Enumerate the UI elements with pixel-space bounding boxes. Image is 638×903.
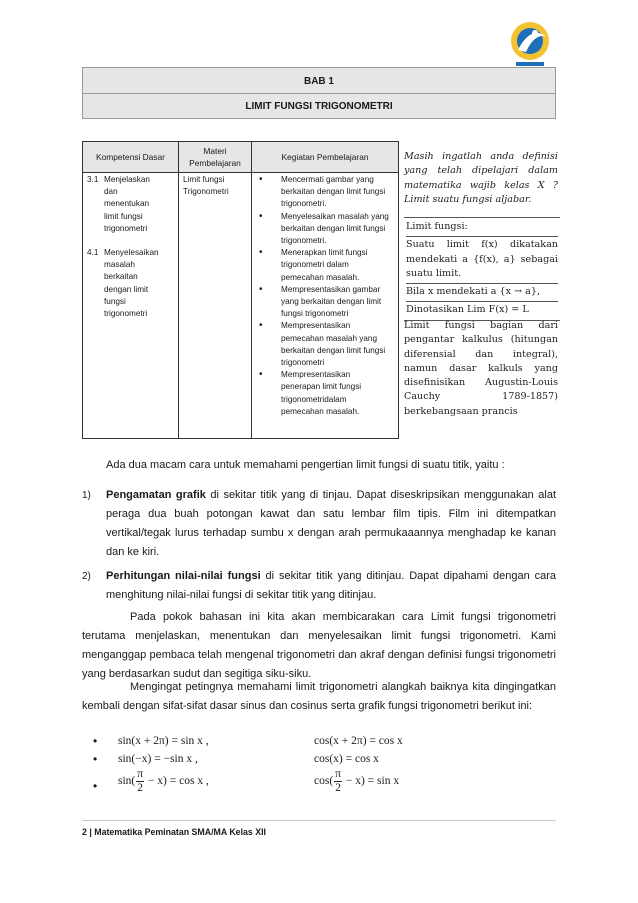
column-divider xyxy=(178,142,179,438)
sidebar-history: Limit fungsi bagian dari pengantar kalkulus (hitungan diferensial dan integral), namun dasar kalkuls yang disefinisikan Augustin-Louis Cauchy 1789-1857) berkebangsaan prancis xyxy=(404,320,558,417)
intro-paragraph: Ada dua macam cara untuk memahami pengertian limit fungsi di suatu titik, yaitu : xyxy=(106,459,505,471)
fraction-numerator: π xyxy=(335,768,341,780)
fraction-denominator: 2 xyxy=(137,782,144,794)
box-line: Suatu limit f(x) dikatakan mendekati a {f(x), a} sebagai suatu limit. xyxy=(406,236,558,281)
kd-number: 3.1 xyxy=(87,175,99,184)
fraction-numerator: π xyxy=(137,768,144,780)
competency-table xyxy=(82,141,399,439)
formula-bullet: • xyxy=(93,752,98,766)
formula-cos-complement xyxy=(314,768,399,795)
kd-number: 4.1 xyxy=(87,248,99,258)
chapter-label: BAB 1 xyxy=(82,67,556,94)
formula-sin-complement xyxy=(118,768,209,795)
kd-item xyxy=(87,247,159,320)
kegiatan-item: • Menyelesaikan masalah yang berkaitan dengan limit fungsi trigonometri. xyxy=(257,211,391,248)
fraction xyxy=(334,768,342,795)
kd-cell xyxy=(87,174,159,320)
formula-text: cos( xyxy=(314,775,334,788)
kegiatan-item: • Mempresentasikan gambar yang berkaitan dengan limit fungsi trigonometri xyxy=(257,284,391,321)
kegiatan-cell xyxy=(257,174,391,418)
body-paragraph: Mengingat petingnya memahami limit trigonometri alangkah baiknya kita dingingatkan kembali dengan sifat-sifat dasar sinus dan cosinus serta grafik fungsi trigonometri berikut ini: xyxy=(82,681,556,712)
list-text xyxy=(106,567,556,605)
materi-cell: Limit fungsi Trigonometri xyxy=(183,175,229,197)
kegiatan-item: • Menerapkan limit fungsi trigonometri dalam pemecahan masalah. xyxy=(257,247,391,284)
page-footer: 2 | Matematika Peminatan SMA/MA Kelas XII xyxy=(82,827,266,837)
sidebar-note: Masih ingatlah anda definisi yang telah dipelajari dalam matematika wajib kelas X ? Limit suatu fungsi aljabar. xyxy=(404,151,558,205)
kd-text: Menyelesaikan masalah berkaitan dengan limit fungsi trigonometri xyxy=(104,248,159,319)
kegiatan-item: • Mempresentasikan penerapan limit fungsi trigonometridalam pemecahan masalah. xyxy=(257,369,391,418)
box-line: Bila x mendekati a {x → a}, xyxy=(406,283,558,299)
column-divider xyxy=(251,142,252,438)
formula-bullet: • xyxy=(93,779,98,793)
formula-sin-period: sin(x + 2π) = sin x , xyxy=(118,735,209,747)
limit-definition-box xyxy=(404,217,560,321)
footer-divider xyxy=(82,820,556,821)
list-bold: Pengamatan grafik xyxy=(106,489,206,501)
body-paragraph: Pada pokok bahasan ini kita akan membicarakan cara Limit fungsi trigonometri terutama menjelaskan, menentukan dan menyelesaikan limit fungsi trigonometri. Kami menganggap pembaca telah mengenal trigonometri dan akraf dengan definisi fungsi trigonometri yang berdasarkan sudut dan segitiga siku-siku. xyxy=(82,611,556,680)
box-line: Dinotasikan Lim F(x) = L xyxy=(406,301,558,317)
column-header-kegiatan: Kegiatan Pembelajaran xyxy=(281,152,369,162)
formula-text: − x) = cos x , xyxy=(145,775,209,788)
chapter-title: LIMIT FUNGSI TRIGONOMETRI xyxy=(82,94,556,119)
formula-text: sin( xyxy=(118,775,136,788)
formula-cos-even: cos(x) = cos x xyxy=(314,753,379,765)
formula-text: − x) = sin x xyxy=(342,775,400,788)
formula-bullet: • xyxy=(93,734,98,748)
box-title: Limit fungsi: xyxy=(406,221,468,232)
list-rest: di sekitar titik yang ditinjau. Dapat dipahami dengan cara menghitung nilai-nilai fungsi di sekitar titik yang ditinjau. xyxy=(106,570,556,601)
fraction-denominator: 2 xyxy=(335,782,341,794)
list-number: 1) xyxy=(82,490,91,501)
list-number: 2) xyxy=(82,571,91,582)
kegiatan-item: • Mencermati gambar yang berkaitan dengan limit fungsi trigonometri. xyxy=(257,174,391,211)
column-header-kd: Kompetensi Dasar xyxy=(96,152,165,162)
list-rest: di sekitar titik yang di tinjau. Dapat diseskripsikan menggunakan alat peraga dua buah potongan kawat dan satu lembar film tipis. Film ini ditempatkan vertikal/tegak lurus terhadap sumbu x dengan arah permukaaannya menghadap ke kanan dan ke kiri. xyxy=(106,489,557,558)
kegiatan-item: • Mempresentasikan pemecahan masalah yang berkaitan dengan limit fungsi trigonometri xyxy=(257,320,391,369)
list-text xyxy=(106,486,556,562)
fraction xyxy=(136,768,144,795)
formula-cos-period: cos(x + 2π) = cos x xyxy=(314,735,403,747)
column-header-materi: Materi Pembelajaran xyxy=(189,146,241,168)
tutwuri-logo-icon xyxy=(508,20,552,70)
formula-sin-odd: sin(−x) = −sin x , xyxy=(118,753,198,765)
kd-text: Menjelaskan dan menentukan limit fungsi trigonometri xyxy=(104,175,150,233)
list-bold: Perhitungan nilai-nilai fungsi xyxy=(106,570,261,582)
kd-item xyxy=(87,174,153,235)
